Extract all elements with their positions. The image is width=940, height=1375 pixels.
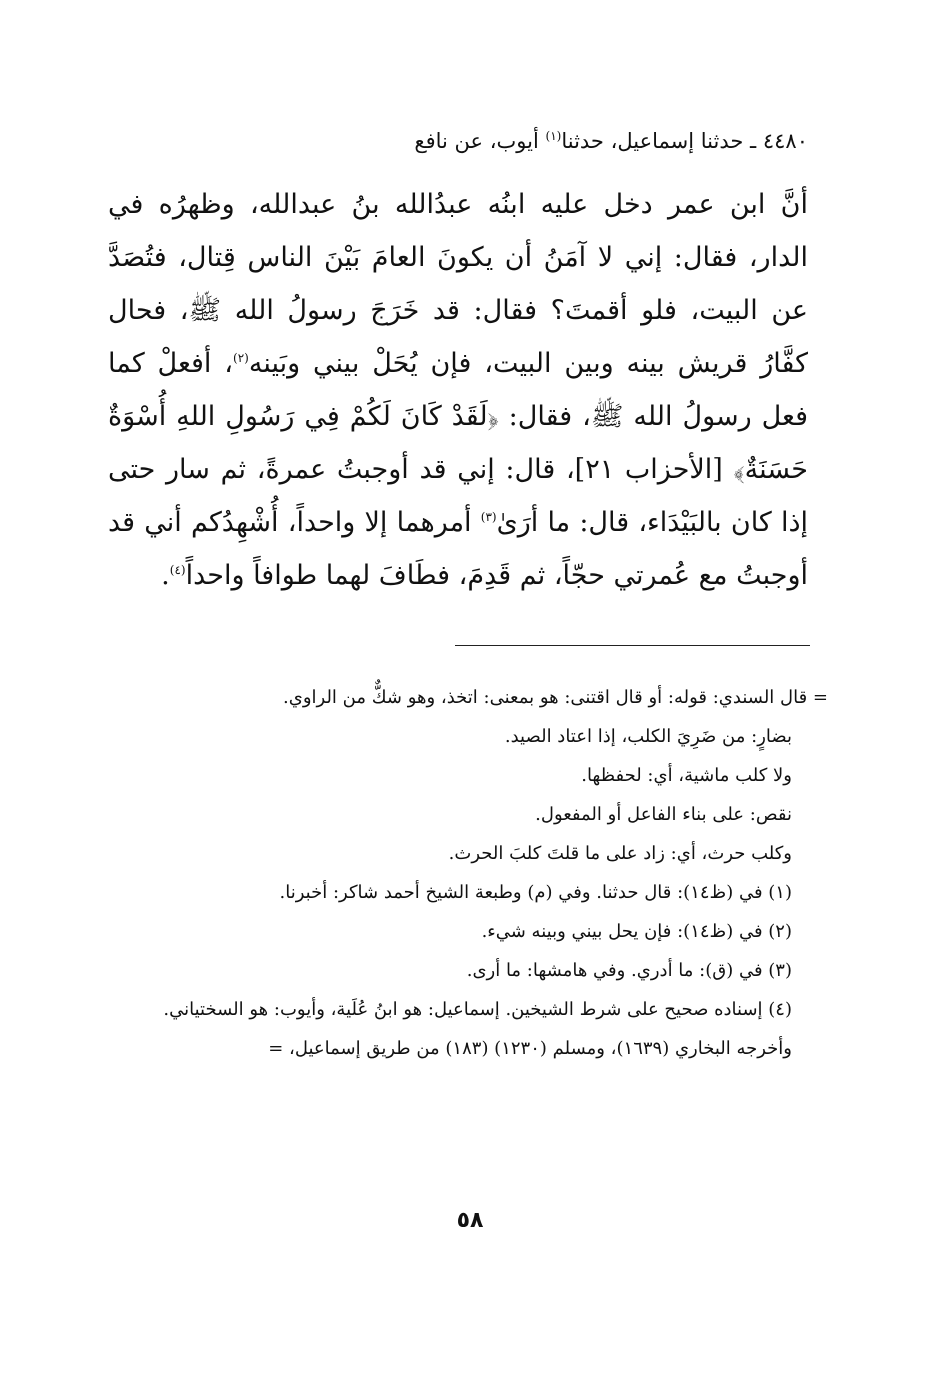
hadith-text-end: .: [161, 560, 170, 591]
note-line: وكلب حرث، أي: زاد على ما قلتَ كلبَ الحرث.: [448, 843, 792, 864]
footnote-ref-4: (٤): [169, 563, 186, 577]
hadith-text-part-1: أنَّ ابن عمر دخل عليه ابنُه عبدُالله بنُ عبدالله، وظهرُه في الدار، فقال: إني لا آمَنُ أن يكونَ العامَ بَيْنَ الناس قِتال، فتُصَدَّ عن البيت، فلو أقمتَ؟ فقال: قد خَرَجَ رسولُ الله ﷺ، فحال كفَّارُ قريش بينه وبين البيت، فإن يُحَلْ بيني وبَينه: [108, 189, 809, 379]
footnote-4: (٤) إسناده صحيح على شرط الشيخين. إسماعيل: هو ابنُ عُلَية، وأيوب: هو السختياني.: [163, 999, 792, 1020]
footnote-divider: [455, 645, 810, 646]
note-line: بضارٍ: من ضَرِيَ الكلب، إذا اعتاد الصيد.: [504, 726, 792, 747]
hadith-text: [108, 178, 808, 602]
footnote-ref-3: (٣): [480, 510, 497, 524]
hadith-text-part-2: ، أفعلْ كما فعل رسولُ الله ﷺ، فقال: ﴿لَقَدْ كَانَ لَكُمْ فِي رَسُولِ اللهِ أُسْوَةٌ حَسَنَةٌ﴾ [الأحزاب ٢١]، قال: إني قد أوجبتُ عمرةً، ثم سار حتى إذا كان بالبَيْدَاء، قال: ما أرَىٰ: [108, 348, 809, 538]
hadith-header: [288, 124, 808, 158]
note-line: ولا كلب ماشية، أي: لحفظها.: [581, 765, 792, 786]
hadith-header-end: أيوب، عن نافع: [414, 129, 546, 153]
note-continuation: = قال السندي: قوله: أو قال اقتنى: هو بمعنى: اتخذ، وهو شكٌّ من الراوي.: [283, 687, 828, 708]
footnote-ref-1: (١): [545, 129, 562, 143]
hadith-header-start: ٤٤٨٠ ـ حدثنا إسماعيل، حدثنا: [561, 129, 808, 153]
footnote-3: (٣) في (ق): ما أدري. وفي هامشها: ما أرى.: [466, 960, 792, 981]
footnote-1: (١) في (ظ١٤): قال حدثنا. وفي (م) وطبعة الشيخ أحمد شاكر: أخبرنا.: [279, 882, 792, 903]
footnote-4-continuation: وأخرجه البخاري (١٦٣٩)، ومسلم (١٢٣٠) (١٨٣) من طريق إسماعيل، =: [268, 1038, 792, 1059]
note-line: نقص: على بناء الفاعل أو المفعول.: [535, 804, 792, 825]
footnote-2: (٢) في (ظ١٤): فإن يحل بيني وبينه شيء.: [481, 921, 792, 942]
footnote-ref-2: (٢): [233, 351, 249, 365]
hadith-paragraph: [108, 178, 808, 602]
footnotes: [100, 684, 828, 1074]
hadith-text-part-3: أمرهما إلا واحداً، أُشْهِدُكم أني قد أوجبتُ مع عُمرتي حجّاً، ثم قَدِمَ، فطَافَ لهما طوافاً واحداً: [108, 507, 808, 591]
page-number: ٥٨: [456, 1208, 484, 1233]
